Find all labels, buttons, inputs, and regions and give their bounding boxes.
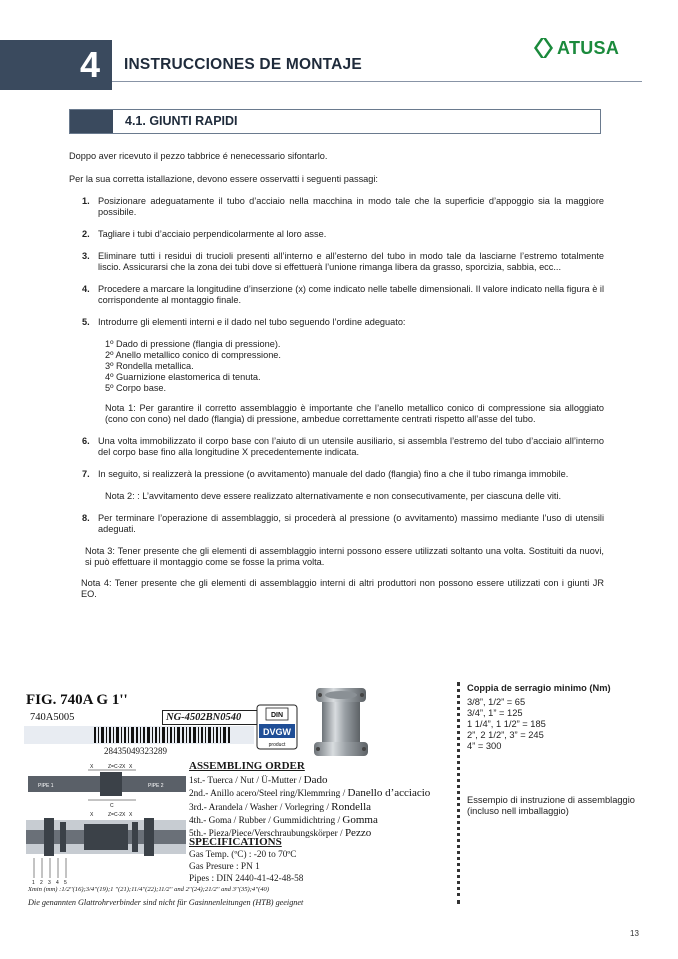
dim-z-label: Z=C-2X: [108, 812, 126, 818]
assembling-tail: Danello d’acciacio: [347, 787, 431, 800]
barcode-number: 28435049323289: [104, 746, 167, 756]
assembling-order-line: [189, 801, 430, 814]
dotted-separator: [457, 682, 460, 904]
chapter-title: INSTRUCCIONES DE MONTAJE: [124, 56, 362, 73]
note-3: Nota 3: Tener presente che gli elementi di assemblaggio interni possono essere utilizzati soltanto una volta. Sostituiti da nuovi, si può effettuare il montaggio come se fosse la prima volta.: [85, 546, 604, 567]
dim-x-label: X: [90, 764, 94, 770]
step-text: Posizionare adeguatamente il tubo d’acciaio nella macchina in modo tale che la superficie d’appoggio sia la maggiore possibile.: [98, 196, 604, 217]
specifications-heading: SPECIFICATIONS: [189, 836, 282, 848]
label-code: 740A5005: [30, 712, 75, 723]
packaging-label: [24, 684, 454, 914]
torque-table: [467, 683, 611, 752]
assembling-lead: 5th.- Pieza/Piece/Verschraubungskörper /: [189, 829, 345, 840]
step-number: 2.: [82, 229, 90, 239]
step-number: 8.: [82, 513, 90, 523]
svg-text:3: 3: [48, 880, 51, 886]
intro-paragraph: Doppo aver ricevuto il pezzo tabbrice é nenecessario sifontarlo.: [69, 151, 328, 161]
header-divider: [112, 81, 642, 82]
assembling-lead: 2nd.- Anillo acero/Steel ring/Klemmring /: [189, 789, 348, 800]
svg-text:5: 5: [64, 880, 67, 886]
assembling-tail: Dado: [303, 774, 328, 786]
spec-line: Gas Temp. (ºC) : -20 to 70ºC: [189, 850, 297, 860]
pipe2-label: PIPE 2: [148, 783, 164, 789]
spec-line: Pipes : DIN 2440-41-42-48-58: [189, 874, 304, 884]
assembly-order-item: 3º Rondella metallica.: [105, 361, 194, 371]
atusa-logo-icon: [533, 36, 555, 60]
fitting-photo: [306, 686, 376, 758]
assembly-order-item: 4º Guarnizione elastomerica di tenuta.: [105, 372, 261, 382]
dvgw-sub: product: [268, 742, 286, 748]
step-item: [69, 317, 604, 425]
step-item: [69, 436, 604, 458]
pipe-cross-section-diagram: [24, 758, 189, 886]
torque-value: 2”, 2 1/2”, 3” = 245: [467, 730, 544, 740]
dvgw-din-badge: [256, 704, 298, 750]
torque-value: 3/4”, 1” = 125: [467, 708, 523, 718]
xmin-line: Xmin (mm) :1/2''(16);3/4''(19);1 ''(21);11/4''(22);11/2'' and 2''(24);21/2'' and 3''(35);4''(40): [28, 886, 270, 893]
step-item: [69, 229, 604, 240]
logo-text: ATUSA: [557, 37, 620, 58]
dim-z-label: Z=C-2X: [108, 764, 126, 770]
step-text: Introdurre gli elementi interni e il dado nel tubo seguendo l’ordine adeguato:: [98, 317, 406, 327]
dvgw-text: DVGW: [263, 727, 291, 737]
step-item: [69, 284, 604, 306]
gas-warning: Die genannten Glattrohrverbinder sind nicht für Gasinnenleitungen (HTB) geeignet: [28, 898, 304, 907]
atusa-logo: [533, 34, 653, 62]
assembling-lead: 4th.- Goma / Rubber / Gummidichtring /: [189, 815, 343, 826]
step-number: 4.: [82, 284, 90, 294]
assembly-order-item: 1º Dado di pressione (flangia di pressione).: [105, 339, 281, 349]
chapter-number: 4: [80, 44, 101, 85]
step-item: [69, 513, 604, 535]
svg-text:2: 2: [40, 880, 43, 886]
label-fig-title: FIG. 740A G 1'': [26, 692, 128, 708]
assembling-tail: Pezzo: [344, 827, 372, 840]
step-text: Procedere a marcare la longitudine d’inserzione (x) come indicato nelle tabelle dimensionali. Il valore indicato nella figura è il corrispondente al montaggio finale.: [98, 284, 604, 305]
step-number: 7.: [82, 469, 90, 479]
note-4: Nota 4: Tener presente che gli elementi di assemblaggio interni di altri produttori non possono essere utilizzati con i giunti JR EO.: [81, 578, 604, 599]
step-number: 5.: [82, 317, 90, 327]
assembly-order-list: [86, 339, 604, 394]
intro-paragraph: Per la sua corretta istallazione, devono essere osservatti i seguenti passagi:: [69, 174, 378, 184]
assembling-order-line: [189, 814, 430, 827]
dim-x-label: X: [90, 812, 94, 818]
step-text: In seguito, si realizzerà la pressione (o avvitamento) manuale del dado (flangia) fino a che il tubo rimanga immobile.: [98, 469, 569, 479]
step-item: [69, 469, 604, 502]
specifications-list: [189, 849, 303, 885]
dim-c-label: C: [110, 803, 114, 809]
assembling-lead: 1st.- Tuerca / Nut / Ü-Mutter /: [189, 776, 304, 786]
step-text: Una volta immobilizzato il corpo base con l’aiuto di un utensile ausiliario, si assembla l’estremo del tubo d’acciaio all’interno del corpo base fino alla longitudine X precedentemente indicata.: [98, 436, 604, 457]
svg-text:4: 4: [56, 880, 59, 886]
spec-line: Gas Presure : PN 1: [189, 862, 260, 872]
assembling-tail: Gomma: [342, 813, 378, 826]
step-number: 6.: [82, 436, 90, 446]
example-caption: Essempio di instruzione di assemblaggio (incluso nell imballaggio): [467, 795, 635, 816]
assembling-order-line: [189, 787, 430, 800]
note-1: Nota 1: Per garantire il corretto assemblaggio è importante che l’anello metallico conico di compressione sia alloggiato (cono con cono) nel dado (flangia) di pressione, ambedue correttamente centrati rispetto all’asse del tubo.: [105, 403, 604, 424]
step-text: Tagliare i tubi d’acciaio perpendicolarmente al loro asse.: [98, 229, 327, 239]
page-number: 13: [630, 929, 639, 938]
barcode: [24, 726, 254, 744]
step-text: Eliminare tutti i residui di trucioli presenti all’interno e all’esterno del tubo in modo tale da lasciarne l’estremo totalmente liscio. Assicurarsi che la zona dei tubi dove si effettuerà l’unione rimanga libera da grasso, sporcizia, sabbia, ecc...: [98, 251, 604, 272]
step-text: Per terminare l’operazione di assemblaggio, si procederà al pressione (o avvitamento) massimo mediante l’uso di utensili adeguati.: [98, 513, 604, 534]
torque-heading: Coppia de serragio minimo (Nm): [467, 683, 611, 693]
steps-list: [69, 196, 604, 535]
step-number: 3.: [82, 251, 90, 261]
dim-x-label: X: [129, 764, 133, 770]
step-item: [69, 251, 604, 273]
section-title: 4.1. GIUNTI RAPIDI: [125, 114, 238, 128]
torque-value: 4” = 300: [467, 741, 502, 751]
label-ng-code: NG-4502BN0540: [162, 710, 282, 725]
section-title-box: [69, 109, 601, 134]
torque-value: 1 1/4”, 1 1/2” = 185: [467, 719, 546, 729]
step-item: [69, 196, 604, 218]
pipe1-label: PIPE 1: [38, 783, 54, 789]
torque-value: 3/8”, 1/2” = 65: [467, 697, 526, 707]
assembling-order-line: [189, 774, 430, 787]
assembling-tail: Rondella: [331, 800, 372, 813]
assembling-order-heading: ASSEMBLING ORDER: [189, 760, 305, 772]
instructions-body: [69, 151, 604, 610]
din-text: DIN: [270, 712, 284, 719]
section-title-fill: [70, 110, 113, 133]
step-number: 1.: [82, 196, 90, 206]
dim-x-label: X: [129, 812, 133, 818]
svg-text:1: 1: [32, 880, 35, 886]
assembling-lead: 3rd.- Arandela / Washer / Vorlegring /: [189, 802, 332, 813]
assembly-order-item: 2º Anello metallico conico di compressione.: [105, 350, 281, 360]
assembly-order-item: 5º Corpo base.: [105, 383, 167, 393]
note-2: Nota 2: : L’avvitamento deve essere realizzato alternativamente e non consecutivamente, per ciascuna delle viti.: [105, 491, 562, 501]
assembling-order-list: [189, 774, 430, 840]
